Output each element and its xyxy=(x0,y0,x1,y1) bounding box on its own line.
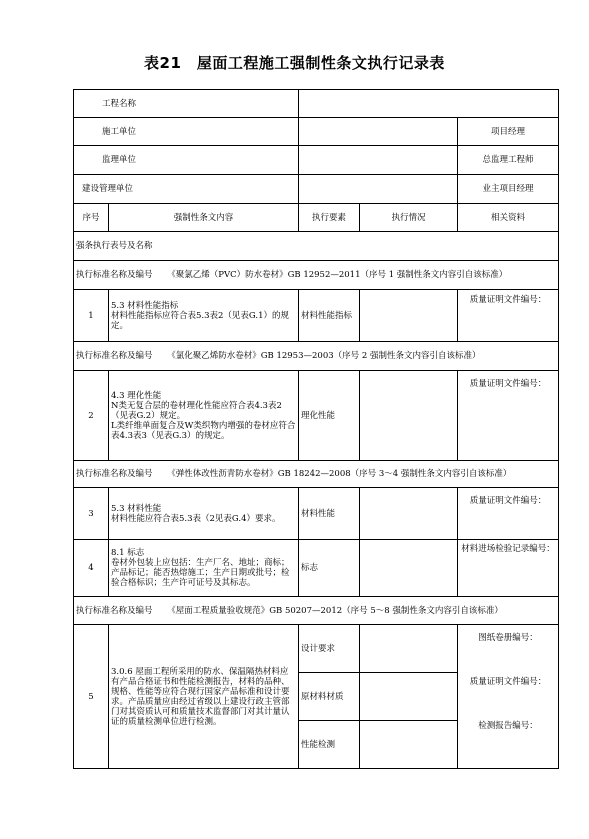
item-status-3[interactable] xyxy=(360,488,458,540)
row-project-name xyxy=(74,90,559,118)
col-no: 序号 xyxy=(74,204,109,232)
item-requirement-5-material: 原材料材质 xyxy=(299,673,360,721)
field-owner-unit[interactable] xyxy=(299,175,458,204)
std-label: 执行标准名称及编号 xyxy=(76,605,153,616)
item-content-5: 3.0.6 屋面工程所采用的防水、保温隔热材料应有产品合格证书和性能检测报告，材料的品种、规格、性能等应符合现行国家产品标准和设计要求。产品质量应由经过省级以上建设行政主管部门对其资质认可和质量技术监督部门对其计量认证的质量检测单位进行检测。 xyxy=(109,625,299,769)
item-requirement-3: 材料性能 xyxy=(299,488,360,540)
item-content-3: 5.3 材料性能 材料性能应符合表5.3表（2见表G.4）要求。 xyxy=(109,488,299,540)
column-header-row xyxy=(74,204,559,232)
item-status-5-test[interactable] xyxy=(360,721,458,769)
label-project-manager: 项目经理 xyxy=(458,118,559,146)
item-requirement-4: 标志 xyxy=(299,540,360,597)
item-no-5: 5 xyxy=(74,625,109,769)
label-table-no: 强条执行表号及名称 xyxy=(74,232,559,261)
std-name-4: 《屋面工程质量验收规范》GB 50207—2012（序号 5～8 强制性条文内容引自该标准） xyxy=(167,605,503,616)
item-requirement-5-test: 性能检测 xyxy=(299,721,360,769)
item-docs-5-drawing: 图纸卷册编号： xyxy=(478,633,538,643)
item-requirement-5-design: 设计要求 xyxy=(299,625,360,673)
item-status-2[interactable] xyxy=(360,371,458,461)
label-chief-supervisor: 总监理工程师 xyxy=(458,146,559,175)
item-no-3: 3 xyxy=(74,488,109,540)
item-docs-2: 质量证明文件编号： xyxy=(458,371,559,461)
std-row-3 xyxy=(74,461,559,488)
col-status: 执行情况 xyxy=(360,204,458,232)
record-table xyxy=(73,89,559,769)
item-row-4 xyxy=(74,540,559,597)
page-title: 表21 屋面工程施工强制性条文执行记录表 xyxy=(144,54,445,72)
label-construction-unit: 施工单位 xyxy=(102,126,137,137)
item-no-4: 4 xyxy=(74,540,109,597)
row-owner-unit xyxy=(74,175,559,204)
std-row-4 xyxy=(74,597,559,625)
row-supervision-unit xyxy=(74,146,559,175)
std-label: 执行标准名称及编号 xyxy=(76,351,153,361)
item-status-1[interactable] xyxy=(360,290,458,342)
col-requirement: 执行要素 xyxy=(299,204,360,232)
item-status-5-material[interactable] xyxy=(360,673,458,721)
std-name-3: 《弹性体改性沥青防水卷材》GB 18242—2008（序号 3～4 强制性条文内容引自该标准） xyxy=(167,469,512,479)
col-docs: 相关资料 xyxy=(458,204,559,232)
item-docs-5-quality: 质量证明文件编号： xyxy=(469,677,547,687)
std-name-1: 《聚氯乙烯（PVC）防水卷材》GB 12952—2011（序号 1 强制性条文内容引自该标准） xyxy=(167,270,508,280)
item-row-2 xyxy=(74,371,559,461)
field-construction-unit[interactable] xyxy=(299,118,458,146)
item-row-1 xyxy=(74,290,559,342)
item-content-1: 5.3 材料性能指标 材料性能指标应符合表5.3表2（见表G.1）的规定。 xyxy=(109,290,299,342)
item-requirement-2: 理化性能 xyxy=(299,371,360,461)
col-content: 强制性条文内容 xyxy=(109,204,299,232)
item-no-2: 2 xyxy=(74,371,109,461)
label-owner-pm: 业主项目经理 xyxy=(458,175,559,204)
std-row-2 xyxy=(74,342,559,371)
item-docs-5-test: 检测报告编号： xyxy=(478,721,538,731)
row-table-no xyxy=(74,232,559,261)
item-status-5-design[interactable] xyxy=(360,625,458,673)
std-name-2: 《氯化聚乙烯防水卷材》GB 12953—2003（序号 2 强制性条文内容引自该标准） xyxy=(167,351,481,361)
item-content-2: 4.3 理化性能 N类无复合层的卷材理化性能应符合表4.3表2（见表G.2）规定。 L类纤维单面复合及W类织物内增强的卷材应符合表4.3表3（见表G.3）的规定。 xyxy=(109,371,299,461)
item-content-4: 8.1 标志 卷材外包装上应包括：生产厂名、地址；商标；产品标记；能否热熔施工；生产日期或批号；检验合格标识；生产许可证号及其标志。 xyxy=(109,540,299,597)
item-row-5a xyxy=(74,625,559,673)
label-owner-unit: 建设管理单位 xyxy=(82,184,134,194)
item-row-3 xyxy=(74,488,559,540)
field-supervision-unit[interactable] xyxy=(299,146,458,175)
std-row-1 xyxy=(74,261,559,290)
item-status-4[interactable] xyxy=(360,540,458,597)
item-requirement-1: 材料性能指标 xyxy=(299,290,360,342)
row-construction-unit xyxy=(74,118,559,146)
label-supervision-unit: 监理单位 xyxy=(102,155,137,165)
item-no-1: 1 xyxy=(74,290,109,342)
std-label: 执行标准名称及编号 xyxy=(76,469,153,479)
std-label: 执行标准名称及编号 xyxy=(76,270,153,280)
item-docs-3: 质量证明文件编号： xyxy=(458,488,559,540)
field-project-name[interactable] xyxy=(299,90,559,118)
label-project-name: 工程名称 xyxy=(102,98,137,109)
item-docs-1: 质量证明文件编号： xyxy=(458,290,559,342)
item-docs-4: 材料进场检验记录编号： xyxy=(458,540,559,597)
